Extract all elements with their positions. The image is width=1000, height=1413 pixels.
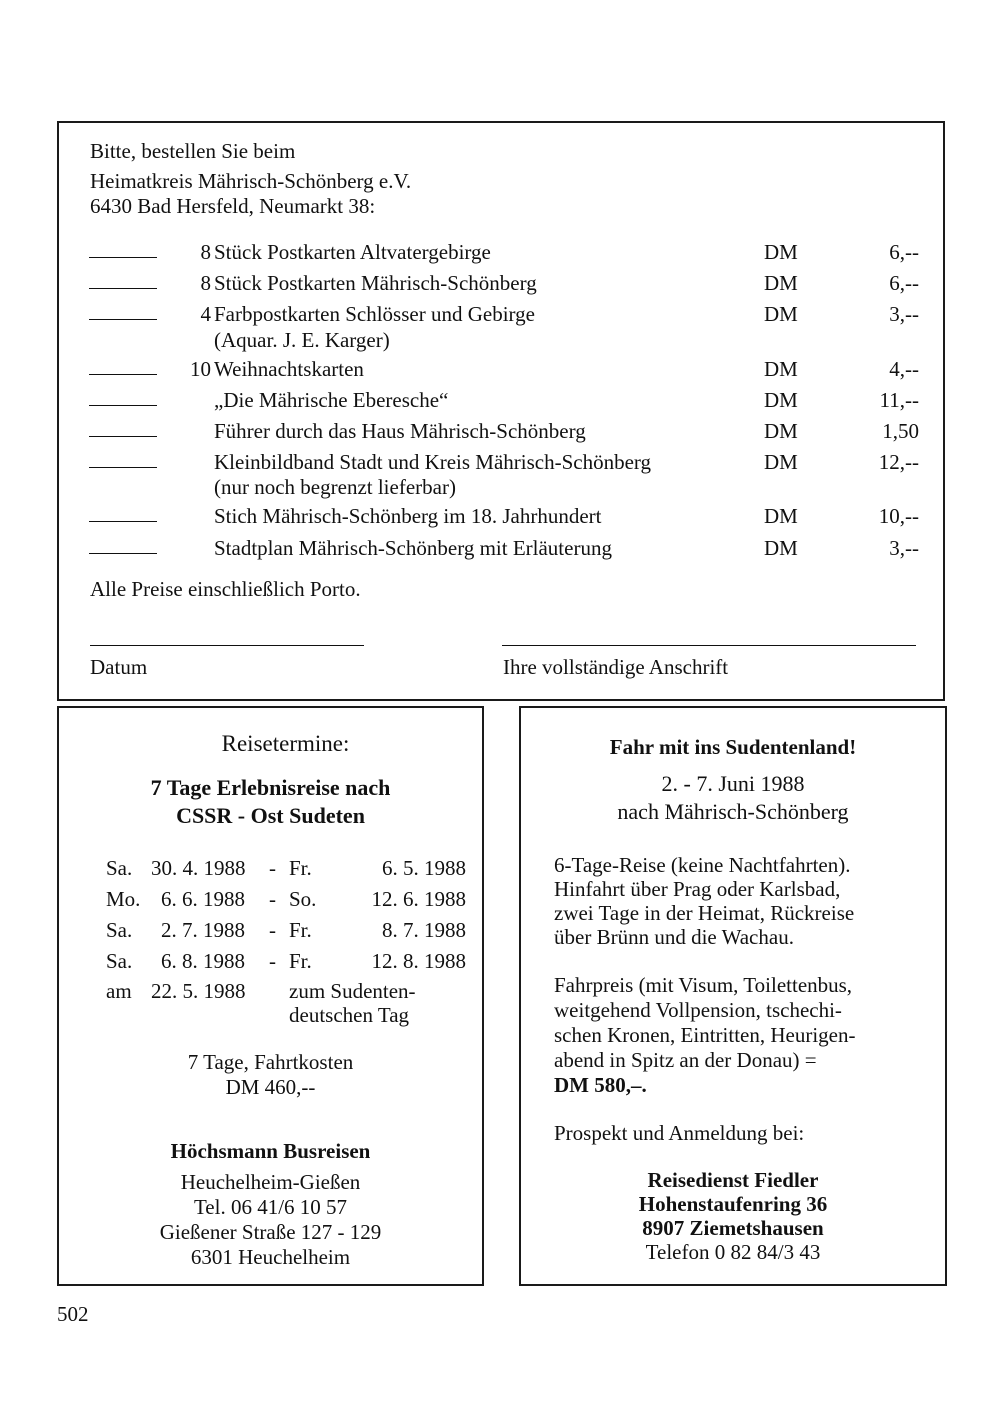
offer-desc-line: über Brünn und die Wachau. — [554, 925, 794, 949]
fare-desc-line: abend in Spitz an der Donau) = — [554, 1048, 817, 1072]
special-event-line-1: zum Sudenten- — [289, 979, 416, 1003]
price-note: Alle Preise einschließlich Porto. — [90, 577, 361, 601]
quantity-blank-line[interactable] — [89, 374, 157, 375]
item-currency: DM — [764, 419, 798, 443]
quantity-blank-line[interactable] — [89, 521, 157, 522]
item-price: 12,-- — [878, 450, 919, 474]
special-event-line-2: deutschen Tag — [289, 1003, 410, 1027]
order-item-row — [89, 270, 919, 296]
trip-title-line-2: CSSR - Ost Sudeten — [176, 803, 365, 828]
range-dash: - — [269, 949, 276, 973]
end-date: 8. 7. 1988 — [382, 918, 466, 942]
offer-date: 2. - 7. Juni 1988 — [661, 771, 805, 796]
order-form-box — [57, 121, 945, 701]
item-price: 6,-- — [889, 271, 919, 295]
order-item-row — [89, 239, 919, 265]
range-dash: - — [269, 887, 276, 911]
quantity-blank-line[interactable] — [89, 257, 157, 258]
item-subnote: (nur noch begrenzt lieferbar) — [214, 475, 456, 499]
start-date: 6. 8. 1988 — [161, 949, 245, 973]
start-date: 2. 7. 1988 — [161, 918, 245, 942]
company-name: Höchsmann Busreisen — [170, 1139, 371, 1163]
date-signature-line[interactable] — [90, 645, 364, 646]
contact-street: Hohenstaufenring 36 — [638, 1192, 828, 1216]
order-intro-line-2: Heimatkreis Mährisch-Schönberg e.V. — [90, 169, 412, 193]
trip-price-line-2: DM 460,-- — [225, 1075, 316, 1099]
quantity-blank-line[interactable] — [89, 467, 157, 468]
quantity-blank-line[interactable] — [89, 553, 157, 554]
start-weekday: Mo. — [106, 887, 141, 911]
date-row — [106, 884, 466, 914]
order-item-row — [89, 503, 919, 529]
item-currency: DM — [764, 504, 798, 528]
order-item-row — [89, 387, 919, 413]
special-date-row-cont — [106, 1000, 466, 1030]
schedule-heading: Reisetermine: — [221, 731, 350, 756]
offer-title: Fahr mit ins Sudentenland! — [609, 735, 857, 759]
order-intro-line-3: 6430 Bad Hersfeld, Neumarkt 38: — [90, 194, 376, 218]
contact-city: 8907 Ziemetshausen — [642, 1216, 824, 1240]
order-item-row — [89, 301, 919, 327]
company-city: 6301 Heuchelheim — [190, 1245, 351, 1269]
trip-schedule-box — [57, 706, 484, 1286]
start-date: 6. 6. 1988 — [161, 887, 245, 911]
start-weekday: Sa. — [106, 949, 133, 973]
item-price: 6,-- — [889, 240, 919, 264]
item-currency: DM — [764, 302, 798, 326]
date-row — [106, 853, 466, 883]
item-description: Stück Postkarten Mährisch-Schönberg — [214, 271, 537, 295]
end-weekday: So. — [289, 887, 317, 911]
item-currency: DM — [764, 357, 798, 381]
item-quantity: 10 — [190, 357, 211, 381]
item-description: Führer durch das Haus Mährisch-Schönberg — [214, 419, 586, 443]
item-quantity: 8 — [200, 240, 211, 264]
item-price: 3,-- — [889, 302, 919, 326]
special-date: 22. 5. 1988 — [151, 979, 246, 1003]
item-subnote: (Aquar. J. E. Karger) — [214, 328, 390, 352]
offer-desc-line: 6-Tage-Reise (keine Nachtfahrten). — [554, 853, 851, 877]
end-weekday: Fr. — [289, 918, 312, 942]
contact-intro: Prospekt und Anmeldung bei: — [554, 1121, 805, 1145]
start-weekday: Sa. — [106, 918, 133, 942]
start-date: 30. 4. 1988 — [151, 856, 246, 880]
item-price: 3,-- — [889, 536, 919, 560]
item-price: 11,-- — [879, 388, 919, 412]
page-number: 502 — [57, 1302, 89, 1326]
offer-destination: nach Mährisch-Schönberg — [617, 799, 849, 824]
address-signature-line[interactable] — [502, 645, 916, 646]
end-weekday: Fr. — [289, 949, 312, 973]
end-date: 12. 6. 1988 — [371, 887, 466, 911]
order-item-row — [89, 356, 919, 382]
item-currency: DM — [764, 240, 798, 264]
item-price: 1,50 — [882, 419, 919, 443]
order-intro-line-1: Bitte, bestellen Sie beim — [90, 139, 296, 163]
start-weekday: Sa. — [106, 856, 133, 880]
item-currency: DM — [764, 271, 798, 295]
quantity-blank-line[interactable] — [89, 436, 157, 437]
date-row — [106, 946, 466, 976]
trip-title-line-1: 7 Tage Erlebnisreise nach — [150, 775, 391, 800]
end-date: 6. 5. 1988 — [382, 856, 466, 880]
item-description: Stadtplan Mährisch-Schönberg mit Erläuterung — [214, 536, 612, 560]
quantity-blank-line[interactable] — [89, 405, 157, 406]
end-weekday: Fr. — [289, 856, 312, 880]
end-date: 12. 8. 1988 — [371, 949, 466, 973]
offer-desc-line: zwei Tage in der Heimat, Rückreise — [554, 901, 855, 925]
range-dash: - — [269, 918, 276, 942]
item-description: Stich Mährisch-Schönberg im 18. Jahrhundert — [214, 504, 602, 528]
item-quantity: 4 — [200, 302, 211, 326]
fare-price: DM 580,–. — [554, 1073, 647, 1097]
item-currency: DM — [764, 536, 798, 560]
item-price: 10,-- — [878, 504, 919, 528]
special-prefix: am — [106, 979, 132, 1003]
quantity-blank-line[interactable] — [89, 288, 157, 289]
company-phone: Tel. 06 41/6 10 57 — [193, 1195, 348, 1219]
company-street: Gießener Straße 127 - 129 — [159, 1220, 382, 1244]
item-description: Weihnachtskarten — [214, 357, 364, 381]
trip-price-line-1: 7 Tage, Fahrtkosten — [187, 1050, 354, 1074]
order-item-row — [89, 449, 919, 475]
order-item-row — [89, 418, 919, 444]
item-description: Farbpostkarten Schlösser und Gebirge — [214, 302, 535, 326]
address-label: Ihre vollständige Anschrift — [503, 655, 729, 679]
fare-desc-line: Fahrpreis (mit Visum, Toilettenbus, — [554, 973, 853, 997]
quantity-blank-line[interactable] — [89, 319, 157, 320]
item-price: 4,-- — [889, 357, 919, 381]
contact-company: Reisedienst Fiedler — [647, 1168, 819, 1192]
company-line: Heuchelheim-Gießen — [180, 1170, 361, 1194]
item-description: „Die Mährische Eberesche“ — [214, 388, 449, 412]
item-currency: DM — [764, 388, 798, 412]
item-description: Stück Postkarten Altvatergebirge — [214, 240, 491, 264]
item-quantity: 8 — [200, 271, 211, 295]
contact-phone: Telefon 0 82 84/3 43 — [645, 1240, 821, 1264]
fare-desc-line: weitgehend Vollpension, tschechi- — [554, 998, 842, 1022]
offer-desc-line: Hinfahrt über Prag oder Karlsbad, — [554, 877, 841, 901]
item-currency: DM — [764, 450, 798, 474]
trip-offer-box — [519, 706, 947, 1286]
fare-desc-line: schen Kronen, Eintritten, Heurigen- — [554, 1023, 856, 1047]
order-item-row — [89, 535, 919, 561]
date-label: Datum — [90, 655, 148, 679]
item-description: Kleinbildband Stadt und Kreis Mährisch-Schönberg — [214, 450, 652, 474]
date-row — [106, 915, 466, 945]
range-dash: - — [269, 856, 276, 880]
